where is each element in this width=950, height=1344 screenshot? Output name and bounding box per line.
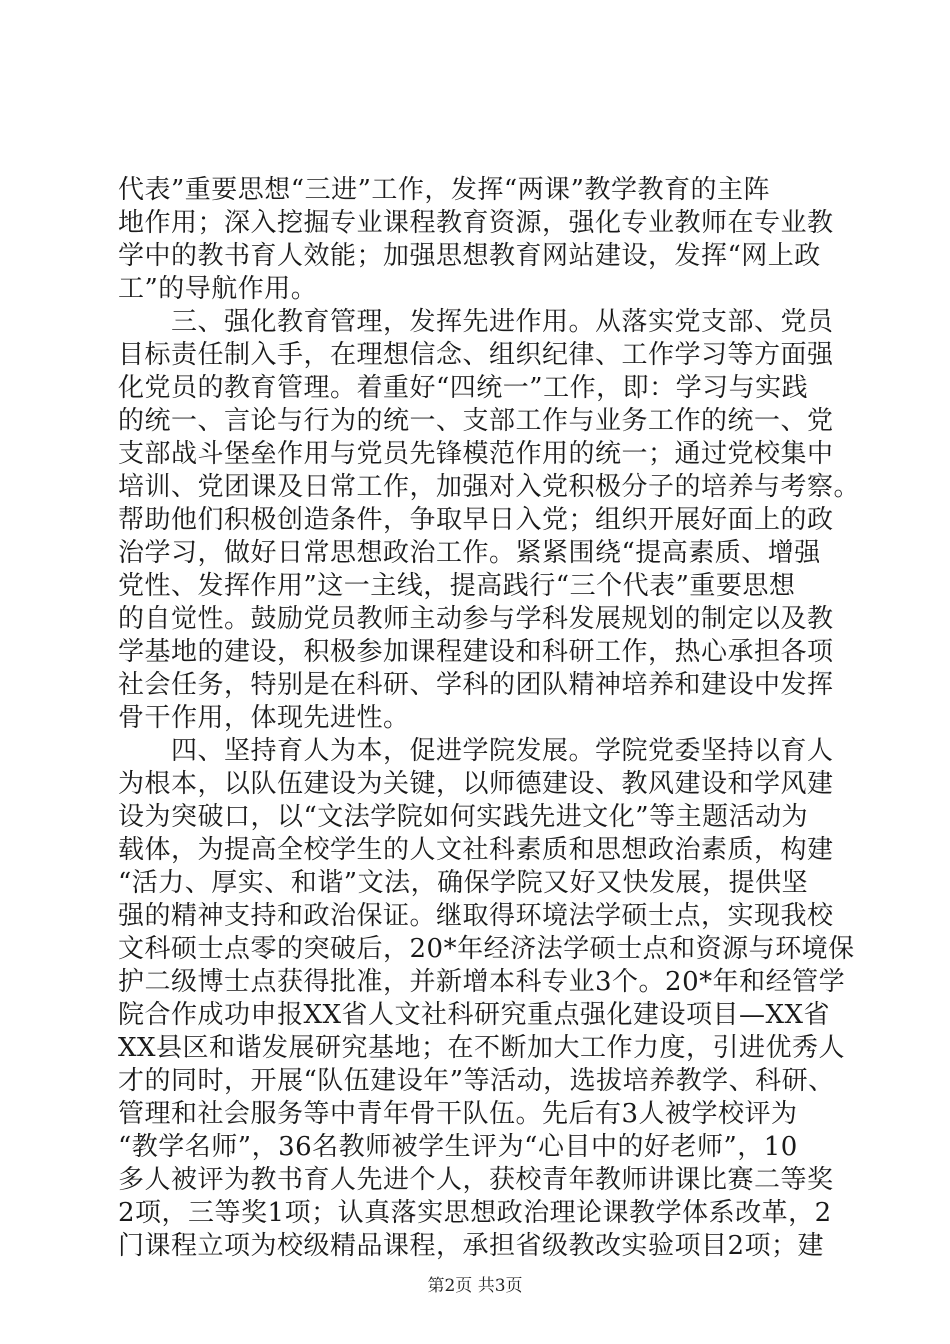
text-line: “活力、厚实、和谐”文法，确保学院又好又快发展，提供坚 [118,868,809,898]
text-line: 2项，三等奖1项；认真落实思想政治理论课教学体系改革，2 [118,1198,832,1228]
text-line: 地作用；深入挖掘专业课程教育资源，强化专业教师在专业教 [118,208,834,238]
text-line: 护二级博士点获得批准，并新增本科专业3个。20*年和经管学 [118,967,846,997]
text-line: “教学名师”，36名教师被学生评为“心目中的好老师”，10 [118,1132,798,1162]
text-line: XX县区和谐发展研究基地；在不断加大工作力度，引进优秀人 [118,1033,846,1063]
text-line: 培训、党团课及日常工作，加强对入党积极分子的培养与考察。 [118,472,861,502]
text-line: 文科硕士点零的突破后，20*年经济法学硕士点和资源与环境保 [118,934,855,964]
text-line: 学基地的建设，积极参加课程建设和科研工作，热心承担各项 [118,637,834,667]
text-line: 的统一、言论与行为的统一、支部工作与业务工作的统一、党 [118,406,834,436]
text-line: 党性、发挥作用”这一主线，提高践行“三个代表”重要思想 [118,571,796,601]
text-line: 设为突破口，以“文法学院如何实践先进文化”等主题活动为 [118,802,809,832]
text-line: 三、强化教育管理，发挥先进作用。从落实党支部、党员 [118,307,834,337]
text-line: 管理和社会服务等中青年骨干队伍。先后有3人被学校评为 [118,1099,798,1129]
text-line: 化党员的教育管理。着重好“四统一”工作，即：学习与实践 [118,373,809,403]
text-line: 门课程立项为校级精品课程，承担省级教改实验项目2项；建 [118,1231,825,1261]
text-line: 代表”重要思想“三进”工作，发挥“两课”教学教育的主阵 [118,175,770,205]
text-line: 工”的导航作用。 [118,274,318,304]
text-line: 目标责任制入手，在理想信念、组织纪律、工作学习等方面强 [118,340,834,370]
text-line: 帮助他们积极创造条件，争取早日入党；组织开展好面上的政 [118,505,834,535]
text-line: 支部战斗堡垒作用与党员先锋模范作用的统一；通过党校集中 [118,439,834,469]
text-line: 社会任务，特别是在科研、学科的团队精神培养和建设中发挥 [118,670,834,700]
text-line: 强的精神支持和政治保证。继取得环境法学硕士点，实现我校 [118,901,834,931]
text-line: 为根本，以队伍建设为关键，以师德建设、教风建设和学风建 [118,769,834,799]
text-line: 载体，为提高全校学生的人文社科素质和思想政治素质，构建 [118,835,834,865]
text-line: 多人被评为教书育人先进个人，获校青年教师讲课比赛二等奖 [118,1165,834,1195]
text-line: 学中的教书育人效能；加强思想教育网站建设，发挥“网上政 [118,241,821,271]
text-line: 骨干作用，体现先进性。 [118,703,410,733]
text-line: 的自觉性。鼓励党员教师主动参与学科发展规划的制定以及教 [118,604,834,634]
text-line: 院合作成功申报XX省人文社科研究重点强化建设项目—XX省 [118,1000,831,1030]
page-number-footer: 第2页 共3页 [427,1276,523,1296]
text-line: 才的同时，开展“队伍建设年”等活动，选拔培养教学、科研、 [118,1066,835,1096]
text-line: 四、坚持育人为本，促进学院发展。学院党委坚持以育人 [118,736,834,766]
text-line: 治学习，做好日常思想政治工作。紧紧围绕“提高素质、增强 [118,538,821,568]
